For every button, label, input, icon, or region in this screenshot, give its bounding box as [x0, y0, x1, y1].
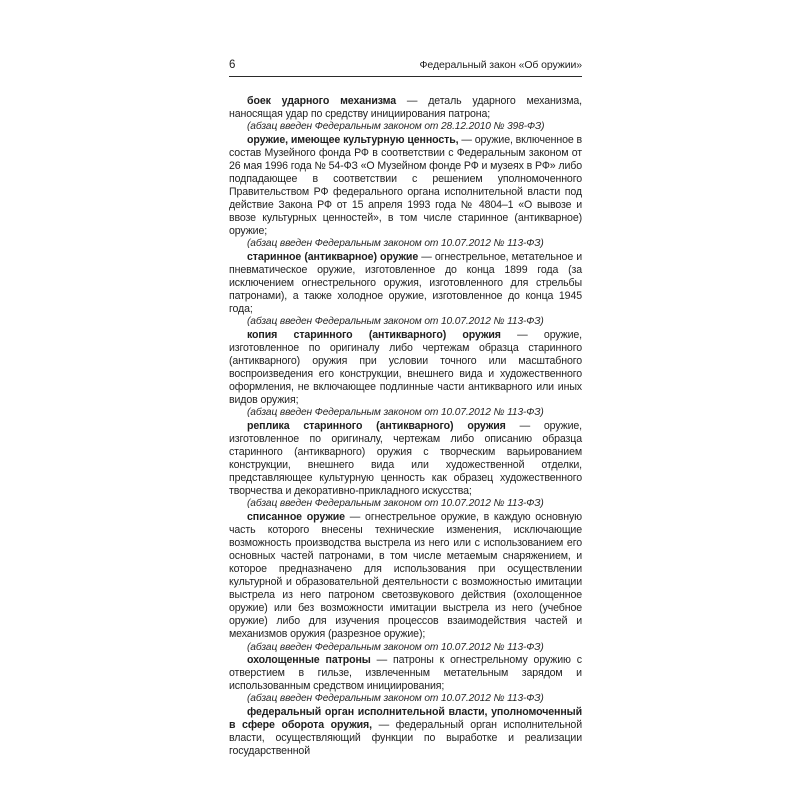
definition-paragraph	[229, 95, 582, 121]
amendment-note: (абзац введен Федеральным законом от 10.07.2012 № 113-ФЗ)	[247, 407, 544, 419]
page-header	[229, 56, 582, 77]
definition-text: — оружие, включенное в состав Музейного фонда РФ в соответствии с Федеральным законом от 26 мая 1996 года № 54-ФЗ «О Музейном фонде РФ и музеях в РФ» либо подпадающее в соответствии с решением уполномоченного Правительством РФ федерального органа исполнительной власти под действие Закона РФ от 15 апреля 1993 года № 4804–1 «О вывозе и ввозе культурных ценностей», в том числе старинное (антикварное) оружие;	[229, 133, 582, 238]
defined-term: реплика старинного (антикварного) оружия	[247, 419, 506, 432]
defined-term: оружие, имеющее культурную ценность,	[247, 133, 459, 146]
definition-paragraph	[229, 134, 582, 239]
definition-paragraph	[229, 511, 582, 642]
law-text-body	[229, 95, 582, 758]
amendment-note: (абзац введен Федеральным законом от 10.07.2012 № 113-ФЗ)	[247, 641, 544, 653]
definition-text: — патроны к огнестрельному оружию с отверстием в гильзе, извлеченным метательным зарядом и использованным средством инициирования;	[229, 653, 582, 693]
amendment-note: (абзац введен Федеральным законом от 28.12.2010 № 398-ФЗ)	[247, 121, 545, 133]
definition-text: — деталь ударного механизма, наносящая удар по средству инициирования патрона;	[229, 95, 582, 121]
definition-paragraph	[229, 420, 582, 499]
definition-text: — огнестрельное, метательное и пневматическое оружие, изготовленное до конца 1899 года (за исключением огнестрельного оружия, изготовленного для стрельбы патронами), а также холодное оружие, изготовленное до конца 1945 года;	[229, 250, 582, 316]
definition-paragraph	[229, 654, 582, 693]
amendment-note: (абзац введен Федеральным законом от 10.07.2012 № 113-ФЗ)	[247, 238, 544, 250]
definition-paragraph	[229, 329, 582, 408]
running-head: Федеральный закон «Об оружии»	[419, 59, 582, 71]
defined-term: старинное (антикварное) оружие	[247, 250, 419, 263]
defined-term: боек ударного механизма	[247, 95, 397, 107]
definition-text: — огнестрельное оружие, в каждую основную часть которого внесены технические изменения, исключающие возможность производства выстрела из него или с использованием его основных частей патронами, в том числе метаемым снаряжением, и которое предназначено для использования при осуществлении культурной и образовательной деятельности с возможностью имитации выстрела из него патроном светозвукового действия (охолощенное оружие) или без возможности имитации выстрела из него (учебное оружие) либо для изучения процессов взаимодействия частей и механизмов оружия (разрезное оружие);	[229, 510, 582, 641]
defined-term: копия старинного (антикварного) оружия	[247, 328, 501, 341]
defined-term: федеральный орган исполнительной власти, уполномоченный в сфере оборота оружия,	[229, 705, 582, 731]
definition-paragraph	[229, 706, 582, 758]
amendment-note: (абзац введен Федеральным законом от 10.07.2012 № 113-ФЗ)	[247, 316, 544, 328]
definition-text: — федеральный орган исполнительной власти, осуществляющий функции по выработке и реализации государственной	[229, 718, 582, 757]
page-number: 6	[229, 59, 236, 71]
defined-term: списанное оружие	[247, 510, 345, 523]
definition-paragraph	[229, 251, 582, 316]
defined-term: охолощенные патроны	[247, 653, 371, 666]
amendment-note: (абзац введен Федеральным законом от 10.07.2012 № 113-ФЗ)	[247, 498, 544, 510]
definition-text: — оружие, изготовленное по оригиналу, чертежам либо описанию образца старинного (антикварного) оружия с творческим варьированием конструкции, внешнего вида или художественной отделки, представляющее культурную ценность как образец художественного творчества и декоративно-прикладного искусства;	[229, 419, 582, 498]
definition-text: — оружие, изготовленное по оригиналу либо чертежам образца старинного (антикварного) оружия при условии точного или масштабного воспроизведения его конструкции, внешнего вида и художественного оформления, не включающее подлинные части антикварного или иных видов оружия;	[229, 328, 582, 407]
amendment-note: (абзац введен Федеральным законом от 10.07.2012 № 113-ФЗ)	[247, 693, 544, 705]
